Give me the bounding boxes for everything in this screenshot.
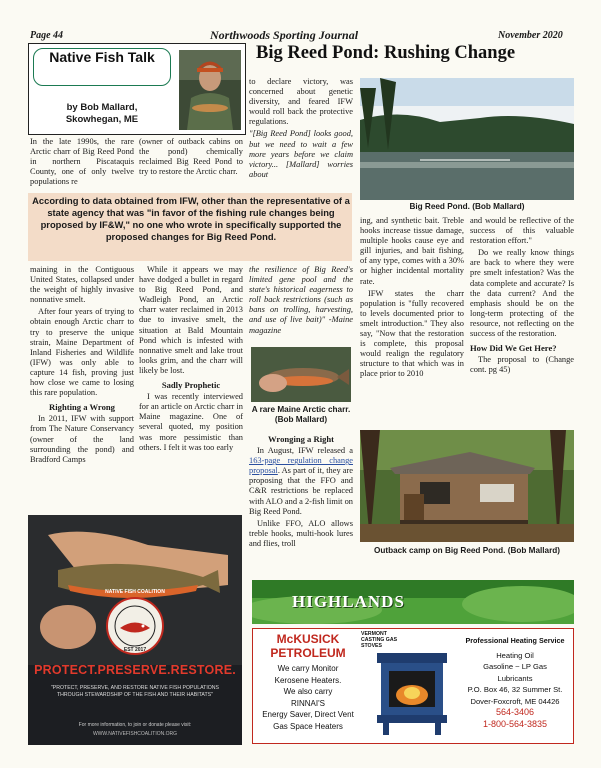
- byline-name: by Bob Mallard,: [66, 102, 138, 113]
- address-line: P.O. Box 46, 32 Summer St.: [467, 685, 563, 694]
- regulation-proposal-link[interactable]: 163-page regulation change proposal: [249, 456, 353, 476]
- highlands-name: HIGHLANDS: [292, 592, 405, 611]
- address-line: Dover-Foxcroft, ME 04426: [470, 696, 560, 706]
- stove-label: VERMONT CASTING GAS STOVES: [361, 631, 398, 649]
- column-title: Native Fish Talk: [49, 49, 155, 65]
- seal-text-top: NATIVE FISH COALITION: [105, 589, 165, 595]
- col1-top: In the late 1990s, the rare Arctic charr of Big Reed Pond in northern Piscataquis County, one of only twelve populations re: [30, 137, 134, 187]
- subhead-righting-a-wrong: Righting a Wrong: [49, 402, 115, 413]
- service-line: RINNAI'S: [291, 698, 325, 708]
- col3-para-1b: . As part of it, they are proposing that the FFO and C&R restrictions be replaced with ALO and a 2-fish limit on Big Reed Pond.: [249, 466, 353, 516]
- subhead-sadly-prophetic: Sadly Prophetic: [161, 380, 221, 391]
- phone-tollfree[interactable]: 1-800-564-3835: [482, 718, 548, 729]
- service-line: Kerosene Heaters.: [274, 675, 342, 685]
- page-number: Page 44: [30, 30, 64, 41]
- ad-url[interactable]: WWW.NATIVEFISHCOALITION.ORG: [92, 731, 178, 737]
- col3-after-quote: the resilience of Big Reed's limited gene pool and the state's historical eagerness to roll back restrictions (such as bans on trolling, harvesting, and use of live bait)" -Maine magazine: [249, 265, 353, 335]
- cabin-caption: Outback camp on Big Reed Pond. (Bob Mallard): [373, 546, 561, 555]
- author-photo: [179, 50, 241, 130]
- pond-caption: Big Reed Pond. (Bob Mallard): [409, 202, 525, 211]
- product-line: Lubricants: [497, 673, 533, 683]
- col1-para-2: After four years of trying to obtain enough Arctic charr to try to preserve the unique strain, Maine Department of Inland Fisheries and Wildlife (IFW) was only able to capture 14 fish, proving just how close we came to losing this rare population.: [30, 307, 134, 398]
- journal-name: Northwoods Sporting Journal: [210, 28, 359, 42]
- byline: [39, 102, 165, 126]
- col3-para-2: Unlike FFO, ALO allows treble hooks, multi-hook lures and flies, troll: [249, 518, 353, 548]
- col4-para-2: IFW states the charr population is "fully recovered to levels documented prior to smelt introduction." They also say, "Now that the restoration is complete, this proposal would realign the regulatory structure to that which was in place prior to 2010: [360, 288, 464, 379]
- native-fish-ad[interactable]: [28, 515, 242, 745]
- col3-para-1a: In August, IFW released a: [257, 446, 353, 456]
- product-line: Gasoline ~ LP Gas: [483, 662, 547, 671]
- highlands-ad[interactable]: [252, 580, 574, 624]
- article-title: Big Reed Pond: Rushing Change: [256, 43, 516, 63]
- ad-mission: "PROTECT, PRESERVE, AND RESTORE NATIVE FISH POPULATIONS THROUGH STEWARDSHIP OF THE FISH AND THEIR HABITATS": [50, 685, 220, 698]
- subhead-wronging-a-right: Wronging a Right: [267, 434, 335, 444]
- charr-photo: [251, 347, 351, 402]
- pull-quote: According to data obtained from IFW, other than the representative of a state agency that was "in favor of the fishing rule changes being proposed by IF&W," no one who wrote in specifically supported the proposed changes for Big Reed Pond.: [32, 195, 350, 242]
- col3-body: [249, 430, 353, 551]
- charr-caption: A rare Maine Arctic charr. (Bob Mallard): [251, 405, 351, 424]
- service-line: We carry Monitor: [277, 664, 339, 673]
- col2-top: (owner of outback cabins on the pond) chemically reclaimed Big Reed Pond to try to restore the Arctic charr.: [139, 137, 243, 177]
- col5-para-3: The proposal to (Change cont. pg 45): [470, 355, 574, 375]
- col2-para-1: While it appears we may have dodged a bullet in regard to Big Reed Pond, and Wadleigh Pond, an Arctic charr water reclaimed in 2013 due to invasive smelt, the situation at Bald Mountain Pond which is infested with nonnative smelt and lake trout looks grim, and the charr will likely be lost.: [139, 265, 243, 375]
- ad-slogan: PROTECT.PRESERVE.RESTORE.: [34, 663, 236, 677]
- product-line: Heating Oil: [496, 650, 534, 660]
- col4-body: [360, 216, 464, 382]
- issue-date: November 2020: [498, 30, 563, 41]
- col5-para-2: Do we really know things are back to where they were pre smelt infestation? Was the data complete and accurate? Is the data current? And the emphasis should be on the long-term protecting of the resource, not reflecting on the success of the restoration.: [470, 248, 574, 339]
- col2-para-2: I was recently interviewed for an article on Arctic charr in Maine magazine. One of several quoted, my position was more pessimistic than others. I felt it was too early: [139, 392, 243, 452]
- ad-footer: For more information, to join or donate please visit:: [78, 722, 192, 728]
- col3-top-text: to declare victory, was concerned about genetic diversity, and feared IFW would roll back the protective regulations.: [249, 77, 353, 127]
- col5-para-1: and would be reflective of the success of this valuable restoration effort.": [470, 216, 574, 246]
- service-line: Energy Saver, Direct Vent: [262, 710, 354, 719]
- cabin-photo: [360, 430, 574, 542]
- service-heading: Professional Heating Service: [465, 636, 565, 645]
- service-line: We also carry: [283, 687, 333, 696]
- col3-top: [249, 77, 353, 182]
- col1-para-3: In 2011, IFW with support from The Nature Conservancy (owner of the land surrounding the pond) and Bradford Camps: [30, 414, 134, 464]
- col1-para-1: maining in the Contiguous United States, collapsed under the weight of highly invasive nonnative smelt.: [30, 265, 134, 305]
- mckusick-services: [255, 663, 361, 732]
- seal-est: EST 2017: [123, 647, 147, 653]
- col1-body: [30, 265, 134, 467]
- col5-body: [470, 216, 574, 377]
- stove-image: [367, 649, 457, 737]
- service-line: Gas Space Heaters: [273, 721, 343, 731]
- subhead-how-did-we-get-here: How Did We Get Here?: [470, 343, 557, 354]
- mckusick-name: McKUSICK PETROLEUM: [270, 632, 346, 660]
- author-box: [28, 43, 246, 135]
- mckusick-details: [457, 635, 573, 730]
- phone-local[interactable]: 564-3406: [495, 707, 535, 717]
- mckusick-ad[interactable]: [252, 628, 574, 744]
- byline-town: Skowhegan, ME: [65, 114, 139, 125]
- col4-para-1: ing, and synthetic bait. Treble hooks increase tissue damage, multiple hooks cause eye and gill injuries, and bait fishing, of any type, comes with a 30% or higher incidental mortality rate.: [360, 216, 464, 286]
- pond-photo: [360, 78, 574, 200]
- col2-body: [139, 265, 243, 455]
- col3-quote: "[Big Reed Pond] looks good, but we need to wait a few more years before we claim victory... [Mallard] worries about: [249, 129, 353, 179]
